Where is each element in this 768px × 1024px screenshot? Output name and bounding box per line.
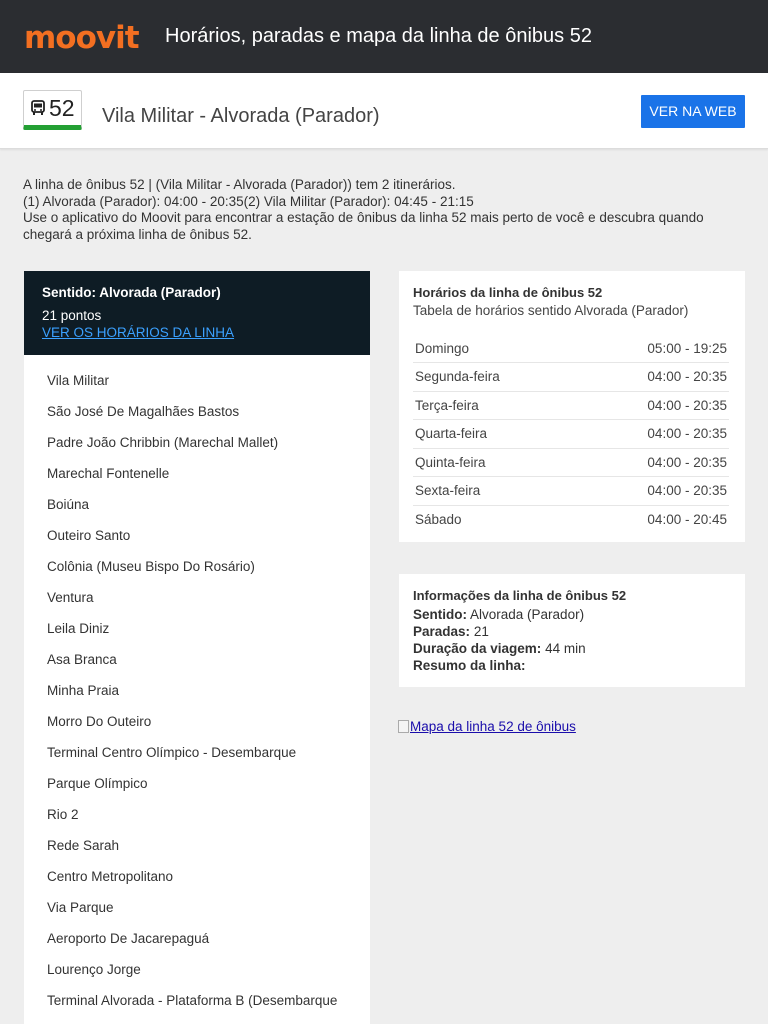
- line-bar: [0, 73, 768, 149]
- broken-image-icon: [398, 720, 409, 733]
- bus-icon: [30, 100, 46, 116]
- schedule-day: Sexta-feira: [413, 477, 576, 506]
- line-badge: [23, 90, 82, 130]
- schedule-row: [413, 391, 729, 420]
- info-direction: [413, 606, 731, 623]
- schedule-title: Horários da linha de ônibus 52: [413, 285, 603, 300]
- stop-item[interactable]: São José De Magalhães Bastos: [47, 404, 240, 419]
- stop-item[interactable]: Colônia (Museu Bispo Do Rosário): [47, 559, 255, 574]
- schedule-hours: 04:00 - 20:35: [576, 391, 729, 420]
- stop-item[interactable]: Boiúna: [47, 497, 90, 512]
- info-stops-label: Paradas:: [413, 624, 471, 639]
- info-duration: [413, 640, 731, 657]
- stop-item[interactable]: Outeiro Santo: [47, 528, 131, 543]
- stop-item[interactable]: Terminal Centro Olímpico - Desembarque: [47, 745, 297, 760]
- info-duration-label: Duração da viagem:: [413, 641, 542, 656]
- stop-item[interactable]: Aeroporto De Jacarepaguá: [47, 931, 210, 946]
- schedule-row: [413, 448, 729, 477]
- stop-item[interactable]: Rede Sarah: [47, 838, 120, 853]
- schedule-table: [413, 334, 729, 534]
- schedule-day: Segunda-feira: [413, 363, 576, 392]
- stop-item[interactable]: Padre João Chribbin (Marechal Mallet): [47, 435, 279, 450]
- intro-line: (1) Alvorada (Parador): 04:00 - 20:35(2) Vila Militar (Parador): 04:45 - 21:15: [23, 193, 474, 209]
- stop-item[interactable]: Leila Diniz: [47, 621, 110, 636]
- stops-count: 21 pontos: [42, 308, 102, 323]
- info-title: Informações da linha de ônibus 52: [413, 588, 627, 603]
- schedule-day: Quarta-feira: [413, 420, 576, 449]
- stop-item[interactable]: Lourenço Jorge: [47, 962, 141, 977]
- schedule-card: [399, 271, 745, 542]
- schedule-hours: 04:00 - 20:35: [576, 448, 729, 477]
- schedule-hours: 04:00 - 20:35: [576, 477, 729, 506]
- schedule-hours: 04:00 - 20:35: [576, 420, 729, 449]
- info-direction-label: Sentido:: [413, 607, 467, 622]
- schedule-row: [413, 363, 729, 392]
- stop-item[interactable]: Via Parque: [47, 900, 114, 915]
- direction-card: [24, 271, 370, 1024]
- stop-item[interactable]: Minha Praia: [47, 683, 120, 698]
- info-stops: [413, 623, 731, 640]
- schedule-row: [413, 505, 729, 534]
- page-title: Horários, paradas e mapa da linha de ônibus 52: [165, 25, 592, 47]
- schedule-hours: 05:00 - 19:25: [576, 334, 729, 363]
- moovit-logo[interactable]: moovit: [24, 20, 139, 56]
- stop-item[interactable]: Morro Do Outeiro: [47, 714, 152, 729]
- schedule-row: [413, 477, 729, 506]
- intro-line: A linha de ônibus 52 | (Vila Militar - Alvorada (Parador)) tem 2 itinerários.: [23, 177, 456, 192]
- info-summary: [413, 657, 731, 674]
- schedule-subtitle: Tabela de horários sentido Alvorada (Parador): [413, 303, 689, 318]
- intro-line: Use o aplicativo do Moovit para encontrar a estação de ônibus da linha 52 mais perto de você e descubra quando chegará a próxima linha de ônibus 52.: [23, 210, 704, 242]
- line-number: 52: [49, 95, 75, 121]
- schedule-row: [413, 420, 729, 449]
- info-summary-label: Resumo da linha:: [413, 658, 526, 673]
- schedule-row: [413, 334, 729, 363]
- view-schedule-link[interactable]: VER OS HORÁRIOS DA LINHA: [42, 325, 235, 340]
- line-info-card: [399, 574, 745, 687]
- stop-item[interactable]: Rio 2: [47, 807, 79, 822]
- direction-title: Sentido: Alvorada (Parador): [42, 285, 221, 300]
- map-alt-text[interactable]: Mapa da linha 52 de ônibus: [410, 719, 576, 734]
- intro-text: [23, 177, 723, 243]
- stop-item[interactable]: Ventura: [47, 590, 94, 605]
- top-bar: [0, 0, 768, 73]
- route-map-image[interactable]: [398, 718, 576, 735]
- info-stops-value: 21: [473, 624, 489, 639]
- schedule-day: Domingo: [413, 334, 576, 363]
- stop-item[interactable]: Asa Branca: [47, 652, 117, 667]
- stop-list: [24, 365, 370, 1016]
- stop-item[interactable]: Marechal Fontenelle: [47, 466, 170, 481]
- stop-item[interactable]: Vila Militar: [47, 373, 110, 388]
- stop-item[interactable]: Centro Metropolitano: [47, 869, 174, 884]
- direction-header: [24, 271, 370, 355]
- view-on-web-button[interactable]: VER NA WEB: [641, 95, 745, 128]
- stop-item[interactable]: Terminal Alvorada - Plataforma B (Desembarque: [47, 993, 338, 1008]
- info-duration-value: 44 min: [545, 641, 586, 656]
- schedule-day: Sábado: [415, 512, 462, 527]
- line-name: Vila Militar - Alvorada (Parador): [102, 105, 380, 127]
- schedule-hours: 04:00 - 20:45: [647, 512, 727, 527]
- schedule-hours: 04:00 - 20:35: [576, 363, 729, 392]
- stop-item[interactable]: Parque Olímpico: [47, 776, 148, 791]
- schedule-day: Quinta-feira: [413, 448, 576, 477]
- schedule-day: Terça-feira: [413, 391, 576, 420]
- info-direction-value: Alvorada (Parador): [470, 607, 585, 622]
